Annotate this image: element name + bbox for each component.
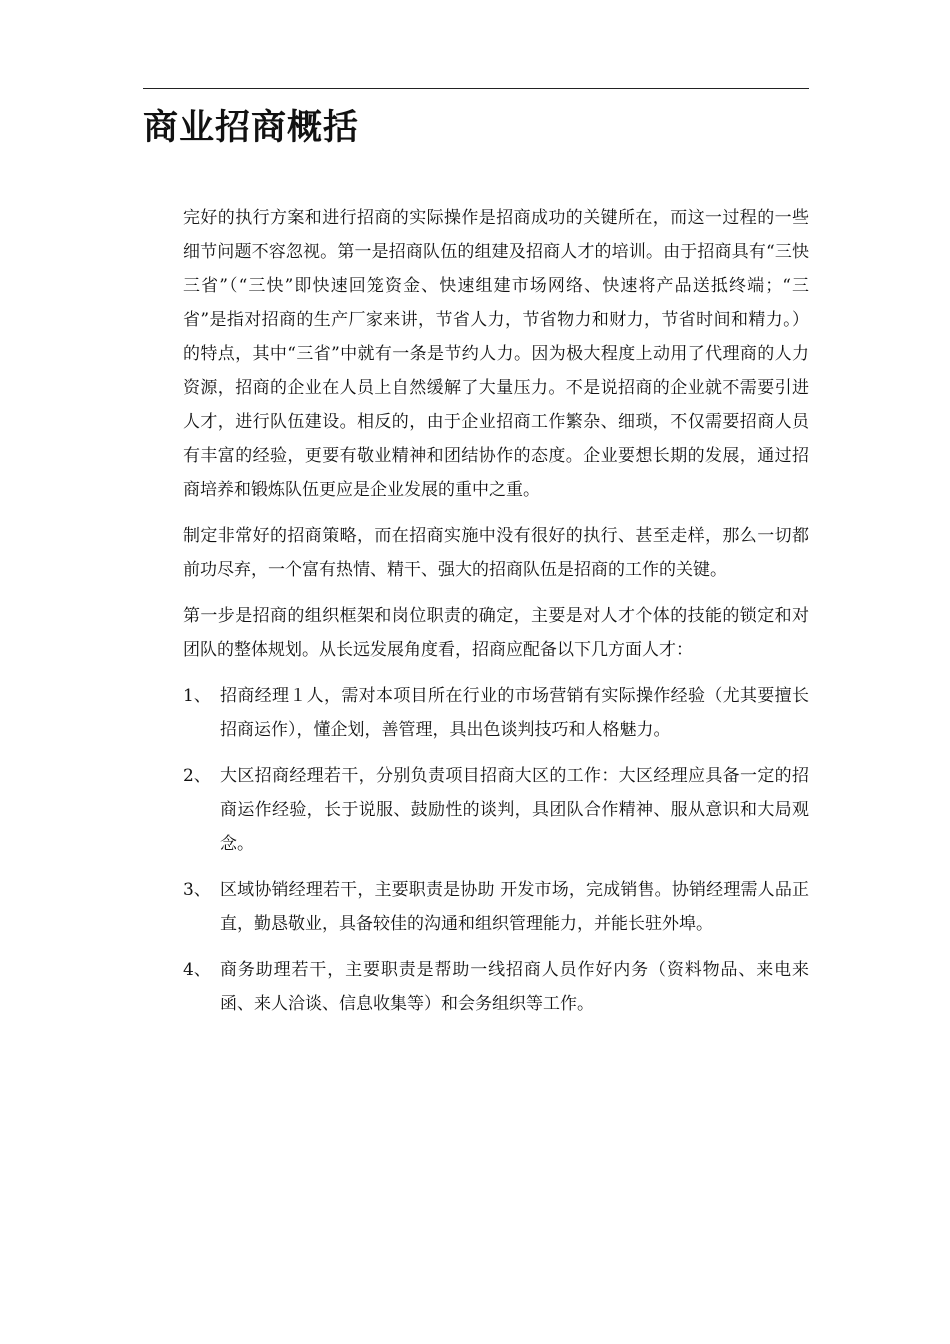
talent-list <box>183 679 809 1021</box>
body-paragraph: 完好的执行方案和进行招商的实际操作是招商成功的关键所在，而这一过程的一些细节问题不容忽视。第一是招商队伍的组建及招商人才的培训。由于招商具有“三快三省”（“三快”即快速回笼资金、快速组建市场网络、快速将产品送抵终端；“三省”是指对招商的生产厂家来讲，节省人力，节省物力和财力，节省时间和精力。）的特点，其中“三省”中就有一条是节约人力。因为极大程度上动用了代理商的人力资源，招商的企业在人员上自然缓解了大量压力。不是说招商的企业就不需要引进人才，进行队伍建设。相反的，由于企业招商工作繁杂、细琐，不仅需要招商人员有丰富的经验，更要有敬业精神和团结协作的态度。企业要想长期的发展，通过招商培养和锻炼队伍更应是企业发展的重中之重。 <box>183 208 809 500</box>
list-item <box>183 679 809 747</box>
list-item-number: 4、 <box>183 960 211 980</box>
list-item-text: 商务助理若干，主要职责是帮助一线招商人员作好内务（资料物品、来电来函、来人洽谈、信息收集等）和会务组织等工作。 <box>220 960 809 1014</box>
list-item <box>183 953 809 1021</box>
list-item <box>183 759 809 861</box>
body-paragraph: 第一步是招商的组织框架和岗位职责的确定，主要是对人才个体的技能的锁定和对团队的整体规划。从长远发展角度看，招商应配备以下几方面人才： <box>183 606 809 660</box>
list-item <box>183 873 809 941</box>
list-item-text: 区域协销经理若干，主要职责是协助 开发市场，完成销售。协销经理需人品正直，勤恳敬业，具备较佳的沟通和组织管理能力，并能长驻外埠。 <box>220 880 809 934</box>
document-body <box>183 201 809 1033</box>
list-item-number: 3、 <box>183 880 211 900</box>
list-item-text: 招商经理１人，需对本项目所在行业的市场营销有实际操作经验（尤其要擅长招商运作），懂企划，善管理，具出色谈判技巧和人格魅力。 <box>220 686 809 740</box>
list-item-number: 2、 <box>183 766 211 786</box>
list-item-number: 1、 <box>183 686 211 706</box>
header-rule <box>143 88 809 89</box>
list-item-text: 大区招商经理若干，分别负责项目招商大区的工作：大区经理应具备一定的招商运作经验，长于说服、鼓励性的谈判，具团队合作精神、服从意识和大局观念。 <box>220 766 809 854</box>
document-title: 商业招商概括 <box>143 107 360 148</box>
body-paragraph: 制定非常好的招商策略，而在招商实施中没有很好的执行、甚至走样，那么一切都前功尽弃，一个富有热情、精干、强大的招商队伍是招商的工作的关键。 <box>183 526 809 580</box>
